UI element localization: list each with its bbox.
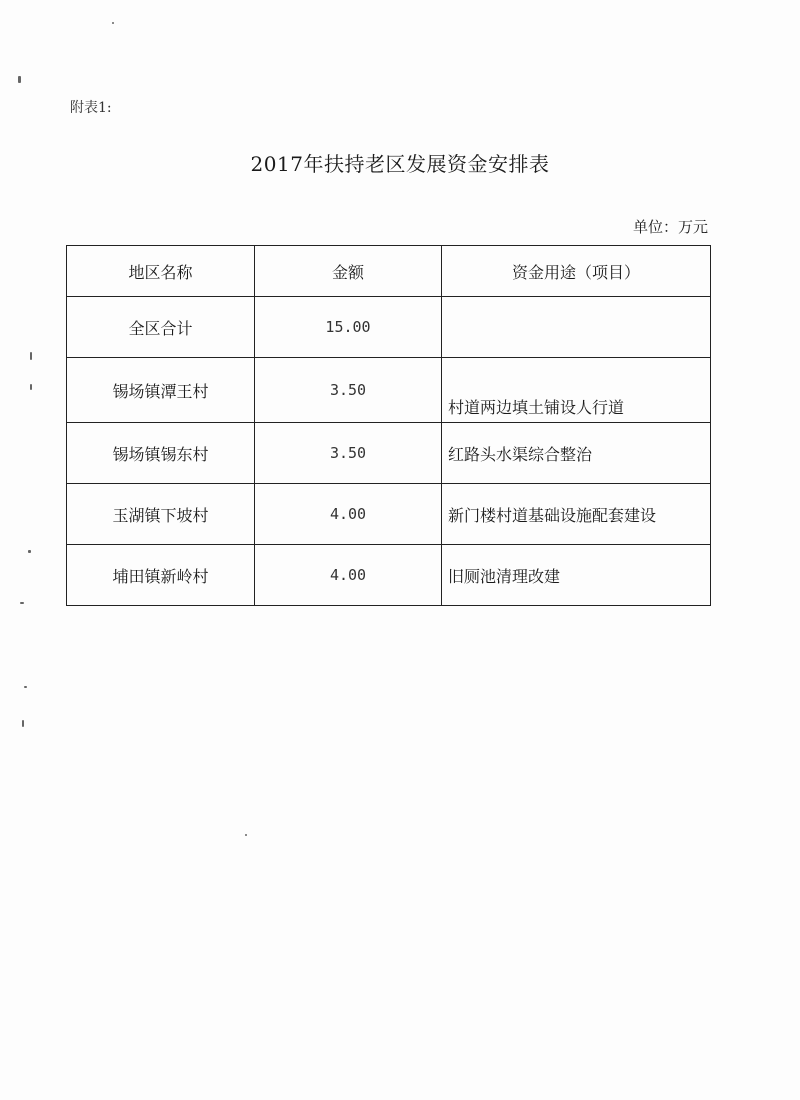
table-row <box>67 545 711 606</box>
scan-speck <box>22 720 24 727</box>
purpose: 新门楼村道基础设施配套建设 <box>442 484 711 545</box>
header-purpose: 资金用途（项目） <box>442 246 711 297</box>
amount: 4.00 <box>255 484 442 545</box>
amount: 3.50 <box>255 423 442 484</box>
fund-allocation-table <box>66 245 711 606</box>
scan-speck <box>20 602 24 604</box>
amount: 4.00 <box>255 545 442 606</box>
scan-speck <box>112 22 114 24</box>
unit-label: 单位：万元 <box>632 218 708 236</box>
region-name: 玉湖镇下坡村 <box>67 484 255 545</box>
region-name: 埔田镇新岭村 <box>67 545 255 606</box>
document-title: 2017年扶持老区发展资金安排表 <box>250 152 550 176</box>
annex-label: 附表1: <box>70 100 112 116</box>
scan-speck <box>28 550 31 553</box>
table-row <box>67 358 711 423</box>
scan-speck <box>245 834 247 836</box>
total-row <box>67 297 711 358</box>
scan-speck <box>30 352 32 360</box>
table-header-row <box>67 246 711 297</box>
purpose: 村道两边填土铺设人行道 <box>442 358 711 423</box>
scan-speck <box>24 686 27 688</box>
scan-speck <box>18 76 21 83</box>
total-purpose <box>442 297 711 358</box>
amount: 3.50 <box>255 358 442 423</box>
total-amount: 15.00 <box>255 297 442 358</box>
table-row <box>67 423 711 484</box>
region-name: 锡场镇锡东村 <box>67 423 255 484</box>
purpose: 旧厕池清理改建 <box>442 545 711 606</box>
table-row <box>67 484 711 545</box>
region-name: 锡场镇潭王村 <box>67 358 255 423</box>
purpose: 红路头水渠综合整治 <box>442 423 711 484</box>
header-amount: 金额 <box>255 246 442 297</box>
scan-speck <box>30 384 32 390</box>
total-name: 全区合计 <box>67 297 255 358</box>
header-region: 地区名称 <box>67 246 255 297</box>
